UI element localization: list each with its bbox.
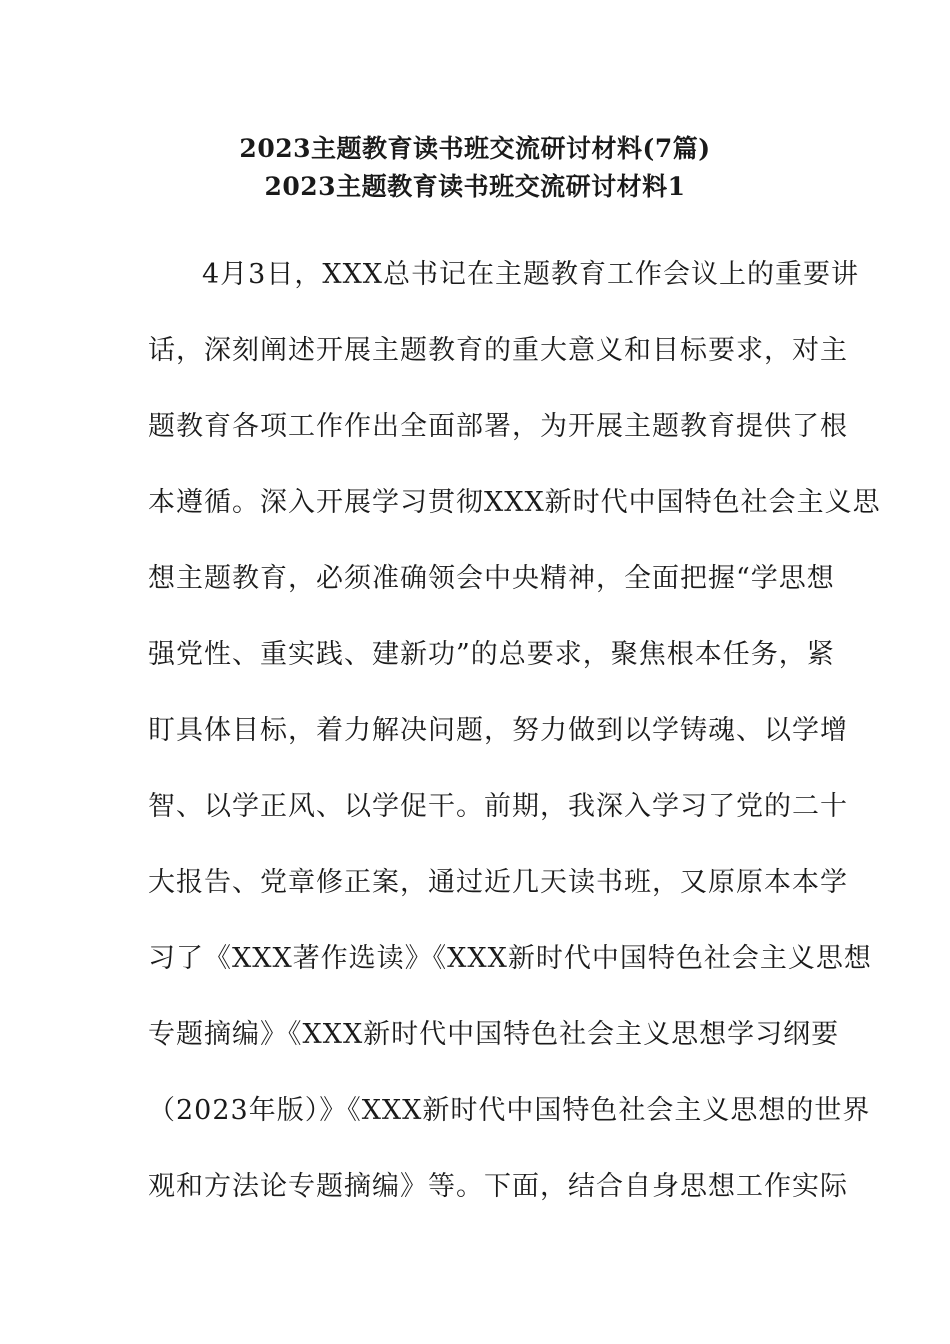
paragraph-line: （2023年版）》《XXX新时代中国特色社会主义思想的世界 xyxy=(148,1095,871,1126)
paragraph-line: 题教育各项工作作出全面部署，为开展主题教育提供了根 xyxy=(148,411,848,442)
document-title: 2023主题教育读书班交流研讨材料(7篇) xyxy=(239,134,711,163)
paragraph-line: 大报告、党章修正案，通过近几天读书班，又原原本本学 xyxy=(148,867,848,898)
paragraph-line: 4月3日，XXX总书记在主题教育工作会议上的重要讲 xyxy=(202,259,860,290)
section-title: 2023主题教育读书班交流研讨材料1 xyxy=(264,172,686,201)
paragraph-line: 本遵循。深入开展学习贯彻XXX新时代中国特色社会主义思 xyxy=(148,487,881,518)
paragraph-line: 想主题教育，必须准确领会中央精神，全面把握“学思想 xyxy=(148,563,835,594)
paragraph-line: 智、以学正风、以学促干。前期，我深入学习了党的二十 xyxy=(148,791,848,822)
paragraph-line: 话，深刻阐述开展主题教育的重大意义和目标要求，对主 xyxy=(148,335,848,366)
paragraph-line: 强党性、重实践、建新功”的总要求，聚焦根本任务，紧 xyxy=(148,639,835,670)
paragraph-line: 习了《XXX著作选读》《XXX新时代中国特色社会主义思想 xyxy=(148,943,872,974)
paragraph-line: 观和方法论专题摘编》等。下面，结合自身思想工作实际 xyxy=(148,1171,848,1202)
paragraph-line: 盯具体目标，着力解决问题，努力做到以学铸魂、以学增 xyxy=(148,715,848,746)
body-paragraph xyxy=(148,237,881,1225)
paragraph-line: 专题摘编》《XXX新时代中国特色社会主义思想学习纲要 xyxy=(148,1019,840,1050)
